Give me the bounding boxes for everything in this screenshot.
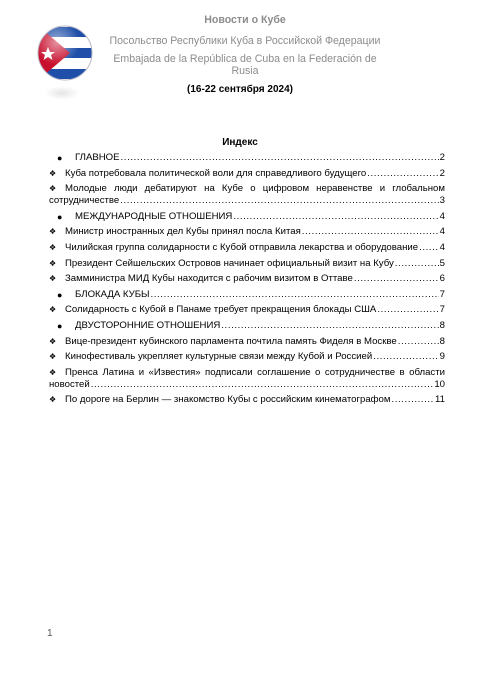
dot-leader bbox=[354, 273, 439, 285]
toc-entry-text: Министр иностранных дел Кубы принял посла Китая bbox=[65, 226, 301, 238]
toc-entry-text: Молодые люди дебатируют на Кубе о цифровом неравенстве и глобальном bbox=[65, 183, 445, 195]
page-number: 1 bbox=[47, 628, 53, 639]
dot-leader bbox=[392, 394, 435, 406]
diamond-bullet-icon: ❖ bbox=[49, 395, 57, 405]
dot-leader bbox=[233, 211, 438, 223]
diamond-bullet-icon: ❖ bbox=[49, 184, 57, 194]
toc-entry-text: БЛОКАДА КУБЫ bbox=[75, 288, 150, 300]
toc-entry-text: По дороге на Берлин — знакомство Кубы с российским кинематографом bbox=[65, 394, 391, 406]
diamond-bullet-icon: ❖ bbox=[49, 336, 57, 346]
toc-entry-text: МЕЖДУНАРОДНЫЕ ОТНОШЕНИЯ bbox=[75, 210, 233, 222]
toc-entry-text: Чилийская группа солидарности с Кубой отправила лекарства и оборудование bbox=[65, 241, 419, 253]
dot-leader bbox=[120, 195, 438, 207]
toc-section-entry[interactable] bbox=[49, 211, 445, 223]
dot-leader bbox=[395, 258, 439, 270]
diamond-bullet-icon: ❖ bbox=[49, 274, 57, 284]
toc-page-number: 4 bbox=[439, 241, 445, 253]
toc-entry[interactable] bbox=[49, 168, 445, 180]
toc-entry[interactable] bbox=[49, 258, 445, 270]
header-title: Новости о Кубе bbox=[204, 14, 286, 26]
toc-entry-text: ДВУСТОРОННИЕ ОТНОШЕНИЯ bbox=[75, 319, 221, 331]
toc-entry-text: Пренса Латина и «Известия» подписали соглашение о сотрудничестве в области bbox=[65, 366, 445, 378]
toc-page-number: 8 bbox=[439, 335, 445, 347]
toc-page-number: 11 bbox=[435, 394, 445, 406]
toc-page-number: 10 bbox=[434, 378, 445, 390]
dot-leader bbox=[398, 336, 439, 348]
bullet-icon: ● bbox=[57, 153, 63, 163]
date-range: (16-22 сентября 2024) bbox=[187, 84, 293, 95]
toc-entry-text: Замминистра МИД Кубы находится с рабочим визитом в Оттаве bbox=[65, 273, 353, 285]
toc-entry[interactable] bbox=[49, 183, 445, 207]
diamond-bullet-icon: ❖ bbox=[49, 367, 57, 377]
diamond-bullet-icon: ❖ bbox=[49, 258, 57, 268]
toc-page-number: 2 bbox=[439, 152, 445, 163]
toc-page-number: 2 bbox=[439, 167, 445, 179]
dot-leader bbox=[221, 320, 438, 332]
toc-page-number: 8 bbox=[439, 319, 445, 331]
diamond-bullet-icon: ❖ bbox=[49, 305, 57, 315]
toc-entry-text: Кинофестиваль укрепляет культурные связи между Кубой и Россией bbox=[65, 351, 373, 363]
toc-entry-text: Вице-президент кубинского парламента почтила память Фиделя в Москве bbox=[65, 335, 397, 347]
diamond-bullet-icon: ❖ bbox=[49, 242, 57, 252]
header-embassy-ru: Посольство Республики Куба в Российской Федерации bbox=[109, 35, 381, 47]
dot-leader bbox=[367, 168, 438, 180]
toc-entry[interactable] bbox=[49, 226, 445, 238]
toc-page-number: 4 bbox=[439, 210, 445, 222]
header-embassy-es: Embajada de la República de Cuba en la Federación de Rusia bbox=[113, 53, 377, 77]
dot-leader bbox=[91, 379, 434, 391]
toc-entry[interactable] bbox=[49, 242, 445, 254]
table-of-contents bbox=[49, 152, 445, 410]
toc-page-number: 7 bbox=[439, 304, 445, 316]
toc-entry-text: ГЛАВНОЕ bbox=[75, 152, 120, 163]
toc-entry[interactable] bbox=[49, 367, 445, 391]
toc-page-number: 9 bbox=[439, 351, 445, 363]
toc-section-entry[interactable] bbox=[49, 152, 445, 164]
toc-page-number: 5 bbox=[439, 257, 445, 269]
toc-page-number: 7 bbox=[439, 288, 445, 300]
dot-leader bbox=[419, 242, 439, 254]
dot-leader bbox=[302, 226, 439, 238]
toc-entry[interactable] bbox=[49, 394, 445, 406]
diamond-bullet-icon: ❖ bbox=[49, 352, 57, 362]
toc-entry-text: Президент Сейшельских Островов начинает официальный визит на Кубу bbox=[65, 257, 394, 269]
toc-entry-text: Куба потребовала политической воли для справедливого будущего bbox=[65, 167, 367, 179]
bullet-icon: ● bbox=[57, 320, 63, 331]
diamond-bullet-icon: ❖ bbox=[49, 227, 57, 237]
toc-entry-text: Солидарность с Кубой в Панаме требует прекращения блокады США bbox=[65, 304, 377, 316]
dot-leader bbox=[373, 351, 438, 363]
toc-entry-text-cont: новостей bbox=[49, 378, 90, 390]
dot-leader bbox=[377, 304, 438, 316]
toc-entry-text-cont: сотрудничестве bbox=[49, 195, 120, 207]
toc-entry[interactable] bbox=[49, 273, 445, 285]
toc-entry[interactable] bbox=[49, 351, 445, 363]
toc-page-number: 3 bbox=[439, 195, 445, 207]
cuba-flag-globe-logo bbox=[36, 24, 94, 82]
toc-entry[interactable] bbox=[49, 304, 445, 316]
toc-page-number: 4 bbox=[439, 226, 445, 238]
diamond-bullet-icon: ❖ bbox=[49, 168, 57, 178]
bullet-icon: ● bbox=[57, 211, 63, 222]
toc-section-entry[interactable] bbox=[49, 320, 445, 332]
toc-entry[interactable] bbox=[49, 336, 445, 348]
dot-leader bbox=[151, 289, 439, 301]
dot-leader bbox=[121, 152, 439, 164]
bullet-icon: ● bbox=[57, 289, 63, 300]
toc-section-entry[interactable] bbox=[49, 289, 445, 301]
index-title: Индекс bbox=[222, 137, 258, 148]
toc-page-number: 6 bbox=[439, 273, 445, 285]
